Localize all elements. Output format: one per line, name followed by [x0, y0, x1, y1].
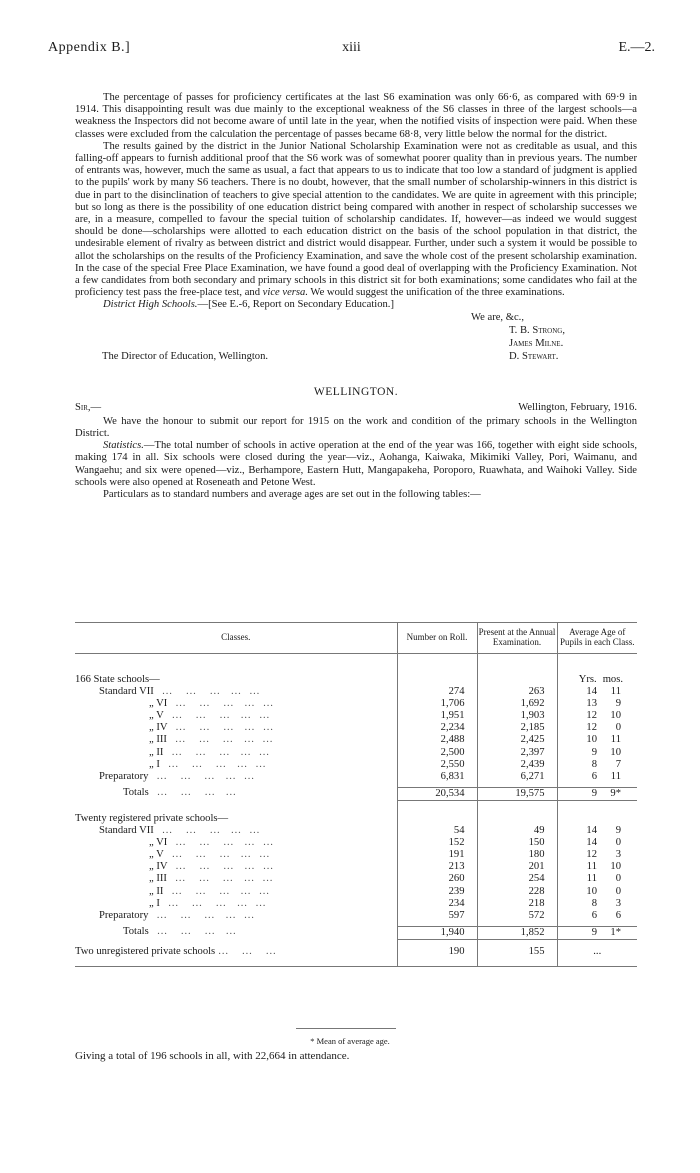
age-value [557, 686, 637, 698]
age-years: 9 [591, 926, 597, 938]
page-header [48, 40, 655, 60]
total-summary: Giving a total of 196 schools in all, with 22,664 in attendance. [75, 1050, 350, 1062]
class-label: Totals [123, 926, 149, 938]
salutation: Sir,— [75, 401, 102, 413]
row-label [75, 759, 397, 771]
roll-value: 2,500 [397, 747, 477, 759]
section-title: WELLINGTON. [313, 385, 399, 398]
age-years: 6 [591, 909, 597, 921]
roll-value: 20,534 [397, 787, 477, 800]
age-value [557, 698, 637, 710]
roll-value: 597 [397, 910, 477, 922]
age-value [557, 759, 637, 771]
age-years: 14 [586, 825, 597, 837]
age-value [557, 837, 637, 849]
age-units [557, 674, 637, 686]
row-label [75, 686, 397, 698]
leader-dots: … … … … … [163, 710, 270, 722]
roll-value: 6,831 [397, 771, 477, 783]
class-label: „ I [149, 897, 160, 909]
class-label: Preparatory [99, 909, 149, 921]
age-months: 0 [615, 885, 621, 897]
paragraph-intro: We have the honour to submit our report for 1915 on the work and condition of the primary schools in the Wellington District. [75, 415, 637, 440]
age-years: 14 [586, 837, 597, 849]
salutation-line [75, 402, 637, 416]
leader-dots: … … … … … [163, 746, 270, 758]
age-months: 0 [615, 837, 621, 849]
table-row [75, 722, 637, 734]
age-years: 9 [591, 746, 597, 758]
table-row [75, 849, 637, 861]
statistics-label: Statistics. [103, 440, 144, 452]
signature-block [75, 312, 637, 374]
spacer-cell [477, 800, 557, 813]
spacer-cell [557, 654, 637, 675]
age-months: 10 [610, 710, 621, 722]
spacer-cell [477, 654, 557, 675]
roll-value: 152 [397, 837, 477, 849]
age-months: 11 [610, 770, 621, 782]
age-value [557, 734, 637, 746]
years-unit: Yrs. [578, 674, 597, 685]
age-value [557, 747, 637, 759]
signature-name: D. Stewart. [509, 350, 559, 362]
age-years: 14 [586, 686, 597, 698]
report-body [75, 92, 637, 501]
class-label: „ IV [149, 722, 168, 734]
signature-name: T. B. Strong, [509, 324, 565, 336]
empty-cell [397, 813, 477, 825]
age-years: 10 [586, 885, 597, 897]
class-label: Standard VII [99, 686, 154, 698]
table-row [75, 710, 637, 722]
age-value [557, 771, 637, 783]
table-row [75, 747, 637, 759]
totals-row [75, 926, 637, 939]
table-row [75, 771, 637, 783]
row-label [75, 710, 397, 722]
table-row [75, 886, 637, 898]
row-label [75, 849, 397, 861]
class-label: Preparatory [99, 770, 149, 782]
age-months: 3 [615, 897, 621, 909]
age-years: 11 [586, 861, 597, 873]
header-appendix: Appendix B.] [48, 40, 131, 55]
age-units [557, 813, 637, 825]
age-years: 6 [591, 770, 597, 782]
spacer-cell [75, 800, 397, 813]
row-label [75, 747, 397, 759]
age-months: 0 [615, 873, 621, 885]
class-label: Standard VII [99, 825, 154, 837]
leader-dots: … … … … … [166, 873, 273, 885]
empty-cell [397, 674, 477, 686]
age-months: 9 [615, 698, 621, 710]
roll-value: 1,706 [397, 698, 477, 710]
table-row [75, 698, 637, 710]
age-years: 8 [591, 758, 597, 770]
row-label [75, 837, 397, 849]
header-present: Present at the Annual Examination. [477, 623, 557, 654]
row-label [75, 926, 397, 939]
age-months: 9 [615, 825, 621, 837]
present-value: 201 [477, 861, 557, 873]
row-label [75, 787, 397, 800]
roll-value: 2,234 [397, 722, 477, 734]
dateline: Wellington, February, 1916. [518, 401, 637, 413]
paragraph-district-high: District High Schools.—[See E.-6, Report on Secondary Education.] [103, 299, 394, 311]
spacer-cell [397, 800, 477, 813]
class-label: „ I [149, 758, 160, 770]
spacer-row [75, 654, 637, 675]
leader-dots: … … … … … [167, 837, 274, 849]
class-label: „ VI [149, 837, 168, 849]
present-value: 254 [477, 873, 557, 885]
empty-cell [477, 813, 557, 825]
spacer-cell [557, 800, 637, 813]
age-months: 0 [615, 722, 621, 734]
spacer-row [75, 800, 637, 813]
paragraph-proficiency: The percentage of passes for proficiency certificates at the last S6 examination was only 66·6, as compared with 69·9 in 1914. This disappointing result was due mainly to the exceptional weakness of the S6 classes in three of the largest schools—a weakness the Inspectors did not become aware of until late in the year, when the notified visits of inspection were paid. When these classes were excluded from the calculation the percentage of passes became 68·8, very little below the normal for the district. [75, 92, 637, 140]
leader-dots: … … … … … [167, 861, 274, 873]
age-value [557, 710, 637, 722]
empty-cell [477, 674, 557, 686]
group-title: Twenty registered private schools— [75, 812, 229, 824]
footnote: * Mean of average age. [310, 1036, 390, 1046]
present-value: 1,852 [477, 926, 557, 939]
row-label [75, 698, 397, 710]
age-months: 10 [610, 861, 621, 873]
state-schools-group [75, 654, 637, 813]
spacer-cell [75, 654, 397, 675]
row-label [75, 722, 397, 734]
months-unit: mos. [602, 674, 623, 685]
totals-row [75, 787, 637, 800]
roll-value: 54 [397, 825, 477, 837]
vice-versa-text: vice versa. [262, 287, 308, 299]
class-label: „ III [149, 734, 167, 746]
schools-table [75, 622, 637, 967]
signature-name: James Milne. [509, 337, 564, 349]
group-title: 166 State schools— [75, 674, 160, 685]
table-row [75, 825, 637, 837]
age-value [557, 722, 637, 734]
table-row [75, 861, 637, 873]
roll-value: 260 [397, 873, 477, 885]
class-label: „ II [149, 746, 164, 758]
present-value: 218 [477, 898, 557, 910]
age-years: 8 [591, 897, 597, 909]
present-value: 1,692 [477, 698, 557, 710]
signature-closing: We are, &c., [471, 311, 524, 323]
unregistered-row [75, 946, 637, 967]
leader-dots: … … … … … [153, 825, 260, 837]
age-value [557, 886, 637, 898]
age-value [557, 910, 637, 922]
present-value: 150 [477, 837, 557, 849]
class-label: „ II [149, 885, 164, 897]
class-label: Totals [123, 787, 149, 799]
table-row [75, 837, 637, 849]
age-months: 7 [615, 758, 621, 770]
present-value: 2,439 [477, 759, 557, 771]
class-label: „ III [149, 873, 167, 885]
roll-value: 2,488 [397, 734, 477, 746]
private-schools-group [75, 813, 637, 946]
age-value [557, 861, 637, 873]
footnote-rule [296, 1028, 396, 1029]
class-label: „ V [149, 849, 164, 861]
present-value: 155 [477, 946, 557, 967]
present-value: 2,185 [477, 722, 557, 734]
present-value: 1,903 [477, 710, 557, 722]
leader-dots: … … … … … [167, 698, 274, 710]
class-label: Two unregistered private schools [75, 945, 216, 957]
leader-dots: … … … … … [163, 885, 270, 897]
present-value: 572 [477, 910, 557, 922]
header-reference: E.—2. [618, 40, 655, 55]
age-years: 12 [586, 710, 597, 722]
leader-dots: … … … … … [159, 897, 266, 909]
leader-dots: … … … … … [166, 734, 273, 746]
table-row [75, 686, 637, 698]
age-months: 6 [615, 909, 621, 921]
age-years: 13 [586, 698, 597, 710]
row-label [75, 861, 397, 873]
class-label: „ VI [149, 698, 168, 710]
age-months: 1* [610, 926, 621, 938]
age-value [557, 787, 637, 800]
age-months: 3 [615, 849, 621, 861]
present-value: 6,271 [477, 771, 557, 783]
age-years: 10 [586, 734, 597, 746]
roll-value: 213 [397, 861, 477, 873]
leader-dots: … … … … … [167, 722, 274, 734]
header-page-number: xiii [342, 40, 361, 55]
header-classes: Classes. [221, 632, 251, 642]
spacer-cell [397, 654, 477, 675]
table-row [75, 898, 637, 910]
age-years: 11 [586, 873, 597, 885]
roll-value: 274 [397, 686, 477, 698]
present-value: 228 [477, 886, 557, 898]
leader-dots: … … … [215, 945, 277, 957]
present-value: 263 [477, 686, 557, 698]
age-value: ... [557, 946, 637, 967]
age-months: 11 [610, 734, 621, 746]
roll-value: 1,951 [397, 710, 477, 722]
roll-value: 191 [397, 849, 477, 861]
age-value [557, 926, 637, 939]
row-label [75, 946, 397, 967]
leader-dots: … … … … [148, 787, 237, 799]
age-years: 9 [591, 787, 597, 799]
district-high-label: District High Schools. [103, 299, 198, 311]
roll-value: 190 [397, 946, 477, 967]
present-value: 2,397 [477, 747, 557, 759]
header-roll: Number on Roll. [397, 623, 477, 654]
table-row [75, 873, 637, 885]
row-label [75, 825, 397, 837]
group-title-row [75, 674, 637, 686]
row-label [75, 734, 397, 746]
leader-dots: … … … … [148, 926, 237, 938]
roll-value: 1,940 [397, 926, 477, 939]
paragraph-scholarship: The results gained by the district in the Junior National Scholarship Examination were not as creditable as usual, and this falling-off appears to furnish additional proof that the S6 work was of somewhat poorer quality than in previous years. The number of entrants was, however, much the same as usual, a fact that appears to us to indicate that too low a standard of judgment is applied to the pupils' work by many S6 teachers. There is no doubt, however, that the small number of scholarship-winners in this district is due in part to the disinclination of teachers to give special attention to the candidates. We are quite in agreement with this principle; but so long as there is the possibility of one education district being compared with another in respect of scholarship successes we are, in a measure, compelled to favour the special tuition of scholarship candidates. If, however—as indeed we would suggest should be done—scholarships were allotted to each education district on the basis of the school population in that district, the undesirable element of rivalry as between district and district would disappear. Further, under such a system it would be possible to allot the scholarships on the results of the Proficiency Examination, and save the whole cost of the present scholarship examination. In the case of the special Free Place Examination, we have found a good deal of overlapping with the Proficiency Examination. Not a few candidates from both secondary and primary schools in this district sit for both examinations; some candidates who fail at the proficiency test pass the free-place test, and vice versa. We would suggest the unification of the three examinations. [75, 140, 637, 299]
roll-value: 234 [397, 898, 477, 910]
roll-value: 239 [397, 886, 477, 898]
row-label [75, 886, 397, 898]
row-label [75, 771, 397, 783]
present-value: 19,575 [477, 787, 557, 800]
leader-dots: … … … … … [148, 770, 255, 782]
age-value [557, 825, 637, 837]
addressee: The Director of Education, Wellington. [102, 350, 269, 362]
age-years: 12 [586, 849, 597, 861]
roll-value: 2,550 [397, 759, 477, 771]
age-value [557, 873, 637, 885]
class-label: „ IV [149, 861, 168, 873]
row-label [75, 910, 397, 922]
age-months: 9* [610, 787, 621, 799]
leader-dots: … … … … … [148, 909, 255, 921]
leader-dots: … … … … … [163, 849, 270, 861]
age-months: 10 [610, 746, 621, 758]
age-value [557, 898, 637, 910]
present-value: 180 [477, 849, 557, 861]
group-title-row [75, 813, 637, 825]
table-row [75, 910, 637, 922]
table-row [75, 759, 637, 771]
unregistered-group [75, 946, 637, 967]
table-row [75, 734, 637, 746]
row-label [75, 873, 397, 885]
leader-dots: … … … … … [153, 686, 260, 698]
paragraph-statistics: Statistics.—The total number of schools in active operation at the end of the year was 166, together with eight side schools, making 174 in all. Six schools were closed during the year—viz., Aohanga, Kaiwaka, Mikimiki Valley, Pori, Waimanu, and Wangaehu; and six were opened—viz., Berhampore, Eastern Hutt, Mangapakeha, Poroporo, Ruawhata, and Waihoki Valley. Side schools were also opened at Roseneath and Petone West. [75, 440, 637, 488]
age-value [557, 849, 637, 861]
paragraph-particulars: Particulars as to standard numbers and average ages are set out in the following tables:— [103, 489, 481, 501]
age-years: 12 [586, 722, 597, 734]
class-label: „ V [149, 710, 164, 722]
header-age: Average Age of Pupils in each Class. [557, 623, 637, 654]
present-value: 49 [477, 825, 557, 837]
age-months: 11 [610, 686, 621, 698]
leader-dots: … … … … … [159, 758, 266, 770]
present-value: 2,425 [477, 734, 557, 746]
row-label [75, 898, 397, 910]
